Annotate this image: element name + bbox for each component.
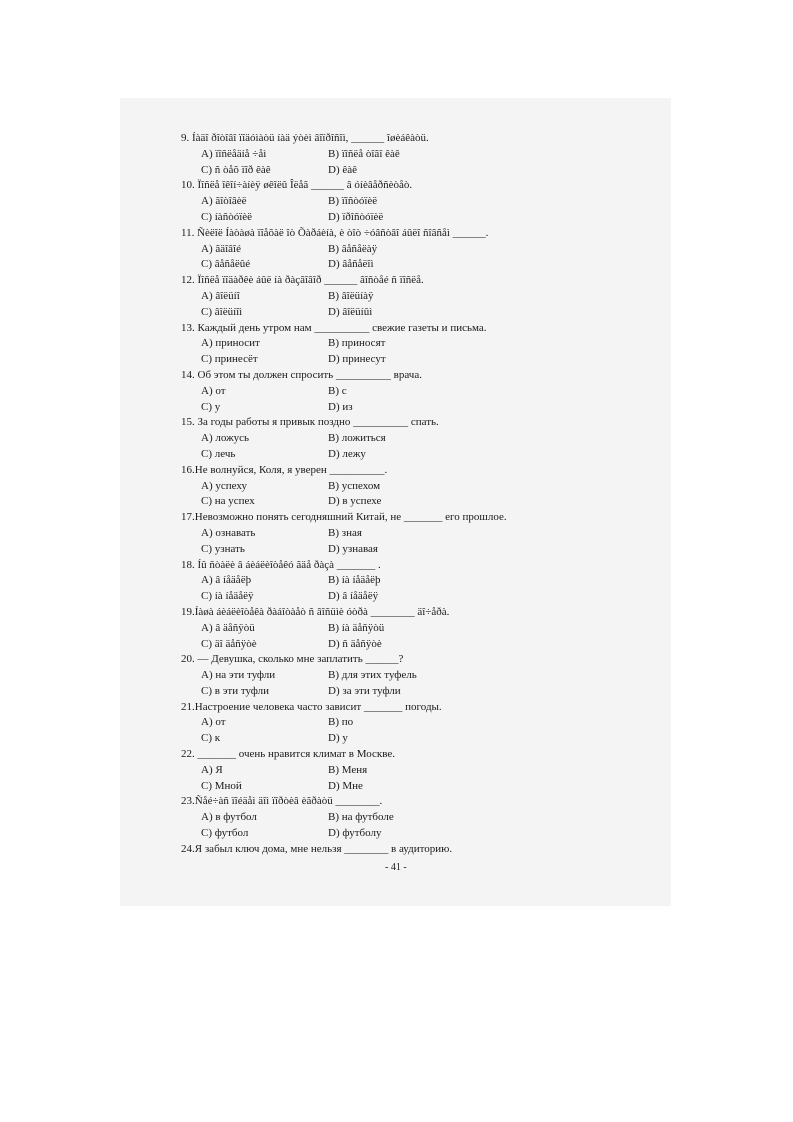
option-row [181,826,651,842]
question-list [181,131,651,858]
answer-option: C) на успех [201,495,255,508]
answer-option: B) по [328,716,354,729]
answer-option: A) âîëüíî [201,289,240,302]
question-stem: 13. Каждый день утром нам __________ свежие газеты и письма. [181,321,487,334]
option-row [181,668,651,684]
answer-option: D) из [328,400,353,413]
option-row [181,431,651,447]
answer-option: A) от [201,716,226,729]
question-stem: 22. _______ очень нравится климат в Москве. [181,748,395,761]
answer-option: B) íà íåäåëþ [328,574,381,587]
answer-option: C) ñ òåõ ïîð êàê [201,163,271,176]
option-row [181,494,651,510]
answer-option: B) с [328,384,347,397]
answer-option: D) âåñåëîì [328,258,374,271]
answer-option: A) приносит [201,337,260,350]
answer-option: C) узнать [201,542,245,555]
option-row [181,684,651,700]
answer-option: D) â íåäåëÿ [328,590,379,603]
answer-option: D) ñ äåñÿòè [328,637,382,650]
answer-option: B) ïîñòóïèë [328,195,378,208]
answer-option: A) успеху [201,479,247,492]
answer-option: D) êàê [328,163,358,176]
answer-option: B) âîëüíàÿ [328,289,374,302]
option-row [181,194,651,210]
option-row [181,242,651,258]
answer-option: B) íà äåñÿòü [328,621,385,634]
answer-option: A) Я [201,763,223,776]
option-row [181,384,651,400]
answer-option: D) Мне [328,779,363,792]
answer-option: D) за эти туфли [328,684,401,697]
option-row [181,542,651,558]
question-stem: 11. Ñèëîë Íàòàøà ïîåõàë îò Õàðáèíà, è òîò ÷óâñòâî áûëî ñîâñåì ______. [181,226,489,239]
answer-option: D) футболу [328,827,382,840]
answer-option: D) у [328,732,348,745]
answer-option: C) у [201,400,221,413]
question-stem: 15. За годы работы я привык поздно __________ спать. [181,416,439,429]
option-row [181,779,651,795]
answer-option: C) íà íåäåëÿ [201,590,254,603]
answer-option: B) зная [328,526,362,539]
option-row [181,352,651,368]
option-row [181,257,651,273]
answer-option: C) лечь [201,447,236,460]
question-stem: 24.Я забыл ключ дома, мне нельзя ________ в аудиторию. [181,842,453,855]
question-stem: 10. Ïîñëå îêîí÷àíèÿ øêîëû Îëåã ______ â óíèâåðñèòåò. [181,179,413,192]
option-row [181,289,651,305]
answer-option: D) узнавая [328,542,378,555]
option-row [181,637,651,653]
answer-option: A) ãäîâîé [201,242,241,255]
answer-option: C) футбол [201,827,249,840]
option-row [181,400,651,416]
option-row [181,447,651,463]
answer-option: A) в футбол [201,811,257,824]
answer-option: A) ознавать [201,526,256,539]
answer-option: A) ãîòîâèë [201,195,247,208]
option-row [181,336,651,352]
question-stem: 9. Íàäî ðîòîâî ïîäóìàòü íàä ýòèì âîïðîñîì, ______ îøèáêàòü. [181,132,429,144]
answer-option: A) от [201,384,226,397]
answer-option: C) к [201,732,221,745]
answer-option: C) Мной [201,779,242,792]
answer-option: D) в успехе [328,495,382,508]
answer-option: D) принесут [328,353,386,366]
question-stem: 17.Невозможно понять сегодняшний Китай, не _______ его прошлое. [181,511,507,524]
question-stem: 23.Ñåé÷àñ ïîéäåì äîì ïîðòèâ èãðàòü ________. [181,795,383,808]
question-stem: 16.Не волнуйся, Коля, я уверен __________. [181,463,388,476]
answer-option: A) ложусь [201,432,250,445]
answer-option: B) успехом [328,479,381,492]
question-stem: 19.Íàøà áèáëèîòåêà ðàáîòàåò ñ âîñüìè óòðà ________ äî÷åðà. [181,605,450,618]
option-row [181,763,651,779]
question-stem: 21.Настроение человека часто зависит _______ погоды. [181,700,442,713]
answer-option: D) ïðîñòóïèë [328,210,384,223]
answer-option: D) âîëüíûì [328,305,373,318]
question-stem: 18. Íû ñòàëè â áèáëèîòåêó ãäå ðàçà _______ . [181,558,381,571]
answer-option: B) на футболе [328,811,394,824]
answer-option: A) â íåäåëþ [201,574,252,587]
answer-option: C) íàñòóïèë [201,210,253,223]
answer-option: C) âåñåëûé [201,258,251,271]
option-row [181,621,651,637]
option-row [181,210,651,226]
answer-option: B) ложиться [328,432,386,445]
option-row [181,731,651,747]
answer-option: A) â äåñÿòü [201,621,255,634]
answer-option: D) лежу [328,447,366,460]
option-row [181,573,651,589]
answer-option: B) приносят [328,337,386,350]
option-row [181,163,651,179]
answer-option: C) âîëüíîì [201,305,243,318]
question-stem: 14. Об этом ты должен спросить __________ врача. [181,368,422,381]
page-number: - 41 - [385,862,407,873]
answer-option: B) âåñåëàÿ [328,242,378,255]
question-stem: 20. — Девушка, сколько мне заплатить ______? [181,653,404,666]
answer-option: B) для этих туфель [328,669,417,682]
option-row [181,479,651,495]
answer-option: C) принесёт [201,353,258,366]
answer-option: A) на эти туфли [201,669,276,682]
option-row [181,526,651,542]
option-row [181,305,651,321]
question-stem: 12. Ïîñëå ïîäàðêè áûë íà ðàçãîâîð ______ ãîñòåé ñ ïîñëå. [181,274,424,287]
answer-option: C) äî äåñÿòè [201,637,257,650]
option-row [181,715,651,731]
answer-option: B) Меня [328,763,368,776]
answer-option: B) ïîñëå òîãî êàê [328,147,400,160]
answer-option: C) в эти туфли [201,684,269,697]
answer-option: A) ïîñëåäíå ÷åì [201,147,267,160]
option-row [181,589,651,605]
option-row [181,147,651,163]
option-row [181,810,651,826]
